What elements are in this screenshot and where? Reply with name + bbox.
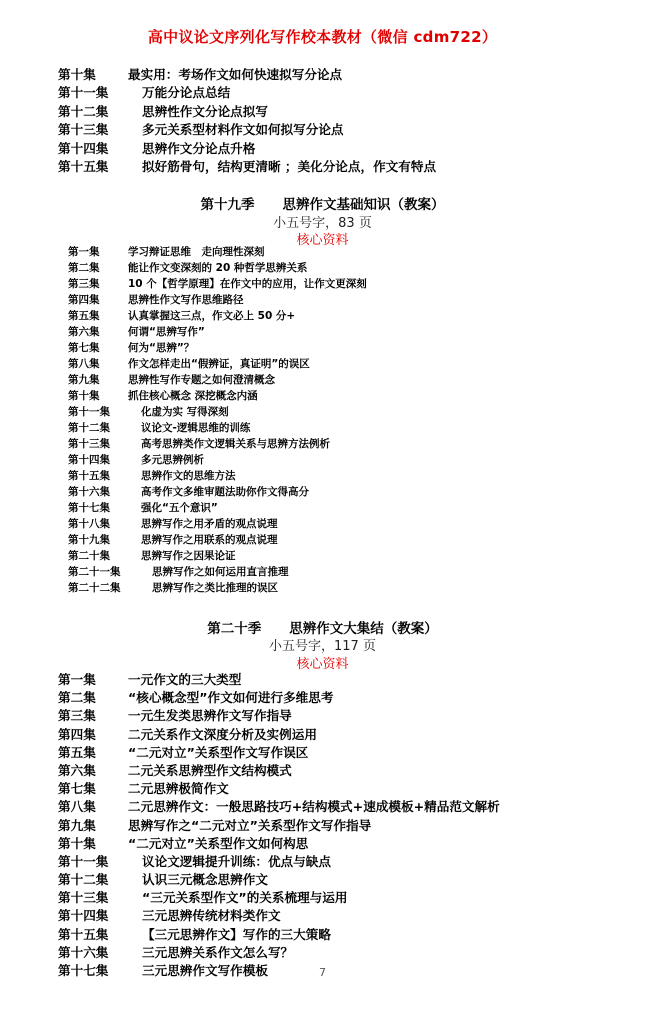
episode-number: 第十七集 xyxy=(68,502,110,514)
episode-number: 第十二集 xyxy=(58,872,109,888)
episode-title: 强化“五个意识” xyxy=(141,502,218,514)
list-item xyxy=(0,84,645,102)
list-item xyxy=(0,103,645,121)
list-item xyxy=(0,532,645,548)
episode-title: 思辨性写作专题之如何澄清概念 xyxy=(128,374,275,386)
episode-title: 思辨写作之用联系的观点说理 xyxy=(141,534,278,546)
list-item xyxy=(0,66,645,84)
season-20-label: 第二十季 xyxy=(207,621,262,637)
season-19-label: 第十九季 xyxy=(200,197,255,213)
episode-number: 第十四集 xyxy=(58,908,109,924)
episode-title: 何谓“思辨写作” xyxy=(128,326,205,338)
episode-title: 三元思辨传统材料类作文 xyxy=(142,908,281,924)
episode-number: 第十四集 xyxy=(68,454,110,466)
episode-title: 二元关系作文深度分析及实例运用 xyxy=(128,726,317,742)
list-item xyxy=(0,944,645,962)
list-item xyxy=(0,340,645,356)
season-20-core-label: 核心资料 xyxy=(296,657,349,672)
episode-title: 思辨写作之“二元对立”关系型作文写作指导 xyxy=(128,817,372,833)
episode-number: 第十五集 xyxy=(58,158,109,174)
list-item xyxy=(0,835,645,853)
episode-number: 第十三集 xyxy=(68,438,110,450)
list-item xyxy=(0,889,645,907)
list-item xyxy=(0,580,645,596)
episode-title: 高考思辨类作文逻辑关系与思辨方法例析 xyxy=(141,438,330,450)
episode-number: 第十一集 xyxy=(68,406,110,418)
episode-number: 第十三集 xyxy=(58,890,109,906)
list-item xyxy=(0,436,645,452)
page-number: 7 xyxy=(319,966,326,979)
list-item xyxy=(0,468,645,484)
episode-title: 何为“思辨”？ xyxy=(128,342,195,354)
list-item xyxy=(0,158,645,176)
season-20-subtitle: 小五号字，117 页 xyxy=(269,639,376,654)
episode-title: 认识三元概念思辨作文 xyxy=(142,872,268,888)
list-item xyxy=(0,853,645,871)
list-item xyxy=(0,817,645,835)
list-item xyxy=(0,798,645,816)
episode-list-section-a xyxy=(0,66,645,176)
episode-title: 抓住核心概念 深挖概念内涵 xyxy=(128,390,258,402)
episode-number: 第三集 xyxy=(68,278,100,290)
episode-title: 二元关系思辨型作文结构模式 xyxy=(128,762,292,778)
episode-title: 【三元思辨作文】写作的三大策略 xyxy=(142,926,331,942)
episode-title: 思辨写作之类比推理的误区 xyxy=(152,582,278,594)
list-item xyxy=(0,356,645,372)
episode-number: 第一集 xyxy=(58,672,96,687)
episode-number: 第二集 xyxy=(68,262,100,274)
episode-title: 思辨作文的思维方法 xyxy=(141,470,236,482)
list-item xyxy=(0,689,645,707)
episode-number: 第十二集 xyxy=(58,103,109,119)
episode-number: 第十二集 xyxy=(68,422,110,434)
episode-title: “二元对立”关系型作文如何构思 xyxy=(128,835,309,851)
episode-number: 第九集 xyxy=(58,817,96,833)
episode-number: 第五集 xyxy=(58,744,96,760)
episode-number: 第十四集 xyxy=(58,140,109,156)
list-item xyxy=(0,372,645,388)
list-item xyxy=(0,707,645,725)
episode-number: 第四集 xyxy=(68,294,100,306)
episode-number: 第七集 xyxy=(58,781,96,797)
episode-title: “三元关系型作文”的关系梳理与运用 xyxy=(142,890,348,906)
episode-number: 第一集 xyxy=(68,246,100,258)
episode-number: 第二十二集 xyxy=(68,582,121,594)
episode-title: 一元生发类思辨作文写作指导 xyxy=(128,708,292,724)
episode-title: 拟好筋骨句，结构更清晰 ；美化分论点，作文有特点 xyxy=(142,158,437,174)
episode-number: 第十六集 xyxy=(68,486,110,498)
episode-number: 第五集 xyxy=(68,310,100,322)
episode-title: 三元思辨关系作文怎么写？ xyxy=(142,944,294,960)
episode-number: 第十一集 xyxy=(58,85,109,101)
episode-number: 第十集 xyxy=(68,390,100,402)
season-19-heading xyxy=(0,193,645,213)
episode-number: 第六集 xyxy=(58,762,96,778)
season-19-core-label: 核心资料 xyxy=(296,233,349,248)
episode-title: 学习辩证思维 走向理性深刻 xyxy=(128,246,265,258)
episode-title: 多元关系型材料作文如何拟写分论点 xyxy=(142,122,344,138)
episode-title: 多元思辨例析 xyxy=(141,454,204,466)
list-item xyxy=(0,121,645,139)
list-item xyxy=(0,292,645,308)
list-item xyxy=(0,744,645,762)
episode-title: 议论文逻辑提升训练：优点与缺点 xyxy=(142,853,331,869)
list-item xyxy=(0,762,645,780)
list-item xyxy=(0,308,645,324)
list-item xyxy=(0,276,645,292)
episode-title: “二元对立”关系型作文写作误区 xyxy=(128,744,309,760)
episode-number: 第十集 xyxy=(58,835,96,851)
list-item xyxy=(0,404,645,420)
list-item xyxy=(0,260,645,276)
list-item xyxy=(0,324,645,340)
season-19-subtitle: 小五号字，83 页 xyxy=(273,216,372,231)
episode-number: 第四集 xyxy=(58,726,96,742)
list-item xyxy=(0,726,645,744)
episode-title: 议论文-逻辑思维的训练 xyxy=(141,422,251,434)
episode-list-season-19 xyxy=(0,244,645,596)
list-item xyxy=(0,516,645,532)
episode-title: 高考作文多维审题法助你作文得高分 xyxy=(141,486,309,498)
episode-number: 第六集 xyxy=(68,326,100,338)
list-item xyxy=(0,484,645,500)
list-item xyxy=(0,907,645,925)
list-item xyxy=(0,671,645,689)
list-item xyxy=(0,388,645,404)
episode-number: 第二集 xyxy=(58,690,96,706)
episode-number: 第十三集 xyxy=(58,122,109,138)
episode-number: 第二十集 xyxy=(68,550,110,562)
list-item xyxy=(0,926,645,944)
episode-number: 第十七集 xyxy=(58,963,109,978)
episode-number: 第十八集 xyxy=(68,518,110,530)
episode-number: 第二十一集 xyxy=(68,566,121,578)
list-item xyxy=(0,564,645,580)
episode-title: 二元思辨作文：一般思路技巧+结构模式+速成模板+精品范文解析 xyxy=(128,799,500,815)
episode-number: 第八集 xyxy=(58,799,96,815)
episode-number: 第三集 xyxy=(58,708,96,724)
episode-number: 第十一集 xyxy=(58,853,109,869)
list-item xyxy=(0,452,645,468)
episode-title: 10 个【哲学原理】在作文中的应用，让作文更深刻 xyxy=(128,278,367,290)
season-20-title: 思辨作文大集结（教案） xyxy=(289,621,438,637)
episode-list-season-20 xyxy=(0,671,645,980)
episode-title: 最实用：考场作文如何快速拟写分论点 xyxy=(128,67,343,82)
episode-title: “核心概念型”作文如何进行多维思考 xyxy=(128,690,334,706)
season-19-title: 思辨作文基础知识（教案） xyxy=(282,197,445,213)
season-20-heading xyxy=(0,617,645,637)
document-header: 高中议论文序列化写作校本教材（微信 cdm722） xyxy=(147,28,498,46)
list-item xyxy=(0,548,645,564)
episode-title: 二元思辨极简作文 xyxy=(128,781,229,797)
episode-number: 第十六集 xyxy=(58,944,109,960)
episode-title: 思辨作文分论点升格 xyxy=(142,140,256,156)
episode-title: 思辨性作文写作思维路径 xyxy=(128,294,244,306)
list-item xyxy=(0,140,645,158)
episode-title: 思辨写作之用矛盾的观点说理 xyxy=(141,518,278,530)
episode-title: 一元作文的三大类型 xyxy=(128,672,242,687)
episode-number: 第十集 xyxy=(58,67,96,82)
list-item xyxy=(0,780,645,798)
episode-number: 第十九集 xyxy=(68,534,110,546)
episode-title: 认真掌握这三点，作文必上 50 分+ xyxy=(128,310,296,322)
episode-title: 三元思辨作文写作模板 xyxy=(142,963,268,978)
episode-number: 第九集 xyxy=(68,374,100,386)
episode-title: 万能分论点总结 xyxy=(142,85,231,101)
episode-title: 思辨写作之因果论证 xyxy=(141,550,236,562)
list-item xyxy=(0,244,645,260)
episode-title: 化虚为实 写得深刻 xyxy=(141,406,229,418)
episode-number: 第十五集 xyxy=(58,926,109,942)
list-item xyxy=(0,871,645,889)
episode-number: 第十五集 xyxy=(68,470,110,482)
episode-title: 能让作文变深刻的 20 种哲学思辨关系 xyxy=(128,262,308,274)
episode-number: 第八集 xyxy=(68,358,100,370)
list-item xyxy=(0,420,645,436)
episode-number: 第七集 xyxy=(68,342,100,354)
episode-title: 作文怎样走出“假辨证，真证明”的误区 xyxy=(128,358,310,370)
episode-title: 思辨性作文分论点拟写 xyxy=(142,103,268,119)
list-item xyxy=(0,500,645,516)
episode-title: 思辨写作之如何运用直言推理 xyxy=(152,566,289,578)
